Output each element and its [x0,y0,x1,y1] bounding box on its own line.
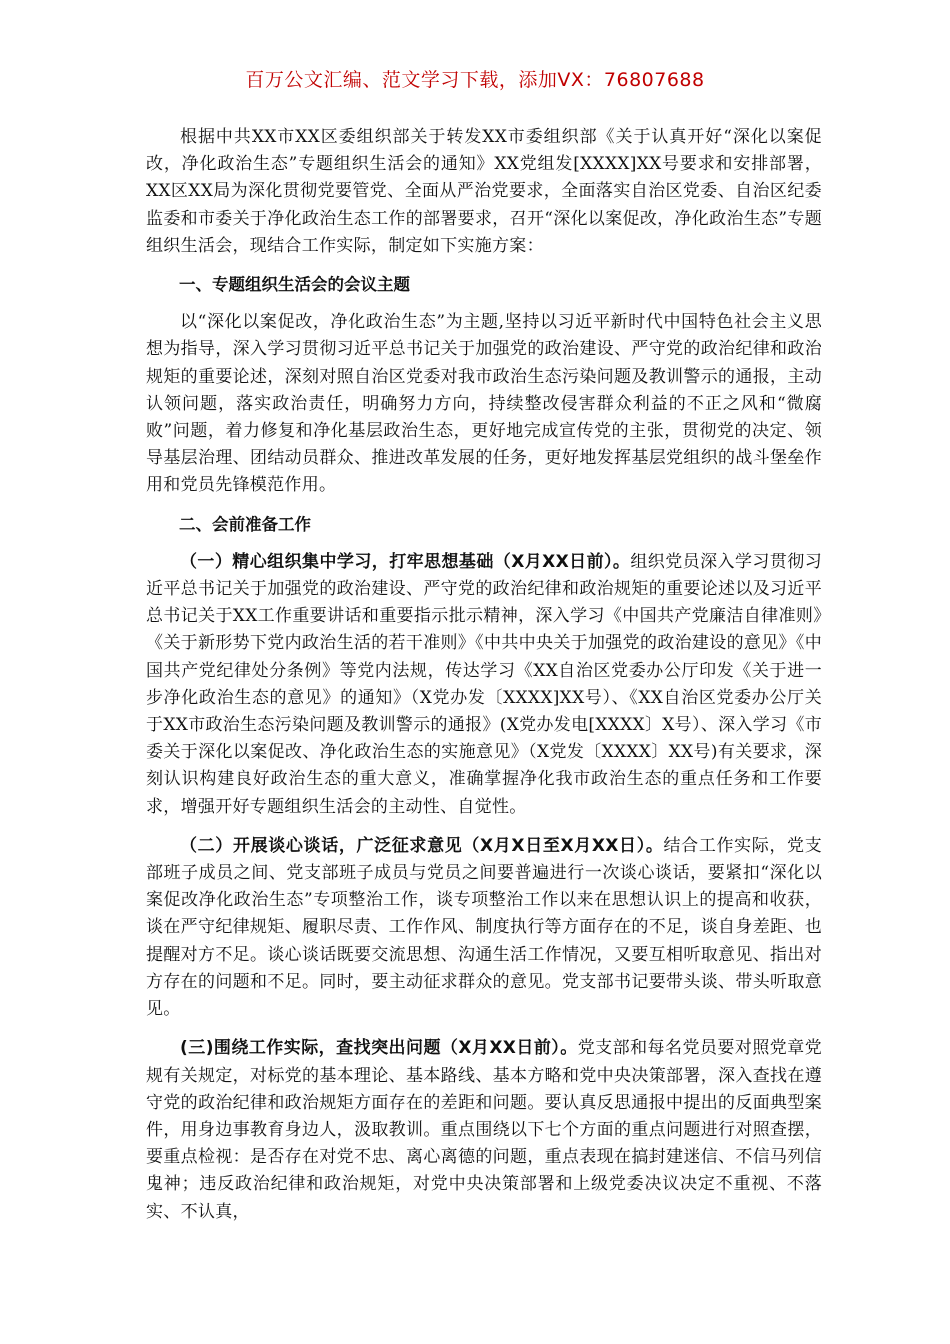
section1-heading: 一、专题组织生活会的会议主题 [179,275,410,295]
promo-banner: 百万公文汇编、范文学习下载，添加VX：76807688 [245,69,705,91]
document-body [146,124,822,1226]
item3-lead: (三)围绕工作实际，查找突出问题（X月XX日前）。 [180,1038,578,1059]
item2-body: 结合工作实际，党支部班子成员之间、党支部班子成员与党员之间要普遍进行一次谈心谈话，要紧扣“深化以案促改净化政治生态”专项整治工作，谈专项整治工作以来在思想认识上的提高和收获，谈在严守纪律规矩、履职尽责、工作作风、制度执行等方面存在的不足，谈自身差距、也提醒对方不足。谈心谈话既要交流思想、沟通生活工作情况，又要互相听取意见、指出对方存在的问题和不足。同时，要主动征求群众的意见。党支部书记要带头谈、带头听取意见。 [146,835,823,1020]
section2-heading: 二、会前准备工作 [179,514,311,534]
item1-body: 组织党员深入学习贯彻习近平总书记关于加强党的政治建设、严守党的政治纪律和政治规矩的重要论述以及习近平总书记关于XX工作重要讲话和重要指示批示精神，深入学习《中国共产党廉洁自律准则》《关于新形势下党内政治生活的若干准则》《中共中央关于加强党的政治建设的意见》《中国共产党纪律处分条例》等党内法规，传达学习《XX自治区党委办公厅印发《关于进一步净化政治生态的意见》的通知》（X党办发〔XXXX]XX号）、《XX自治区党委办公厅关于XX市政治生态污染问题及教训警示的通报》(X党办发电[XXXX〕X号）、深入学习《市委关于深化以案促改、净化政治生态的实施意见》（X党发〔XXXX〕XX号)有关要求，深刻认识构建良好政治生态的重大意义，准确掌握净化我市政治生态的重点任务和工作要求，增强开好专题组织生活会的主动性、自觉性。 [146,551,822,817]
item3-body: 党支部和每名党员要对照党章党规有关规定，对标党的基本理论、基本路线、基本方略和党中央决策部署，深入查找在遵守党的政治纪律和政治规矩方面存在的差距和问题。要认真反思通报中提出的反面典型案件，用身边事教育身边人，汲取教训。重点围绕以下七个方面的重点问题进行对照查摆，要重点检视：是否存在对党不忠、离心离德的问题，重点表现在搞封建迷信、不信马列信鬼神；违反政治纪律和政治规矩，对党中央决策部署和上级党委决议决定不重视、不落实、不认真， [146,1038,823,1222]
section1-paragraph: 以“深化以案促改，净化政治生态”为主题,坚持以习近平新时代中国特色社会主义思想为指导，深入学习贯彻习近平总书记关于加强党的政治建设、严守党的政治纪律和政治规矩的重要论述，深刻对照自治区党委对我市政治生态污染问题及教训警示的通报，主动认领问题，落实政治责任，明确努力方向，持续整改侵害群众利益的不正之风和“微腐败”问题，着力修复和净化基层政治生态，更好地完成宣传党的主张，贯彻党的决定、领导基层治理、团结动员群众、推进改革发展的任务，更好地发挥基层党组织的战斗堡垒作用和党员先锋模范作用。 [146,312,822,496]
item3-paragraph [146,1035,822,1225]
item1-paragraph [146,549,822,821]
intro-paragraph: 根据中共XX市XX区委组织部关于转发XX市委组织部《关于认真开好“深化以案促改，净化政治生态”专题组织生活会的通知》XX党组发[XXXX]XX号要求和安排部署，XX区XX局为深化贯彻党要管党、全面从严治党要求，全面落实自治区党委、自治区纪委监委和市委关于净化政治生态工作的部署要求，召开“深化以案促改，净化政治生态”专题组织生活会，现结合工作实际，制定如下实施方案： [146,127,822,256]
item2-lead: （二）开展谈心谈话，广泛征求意见（X月X日至X月XX日）。 [180,835,664,856]
item2-paragraph [146,833,822,1023]
item1-lead: （一）精心组织集中学习，打牢思想基础（X月XX日前）。 [180,551,631,572]
